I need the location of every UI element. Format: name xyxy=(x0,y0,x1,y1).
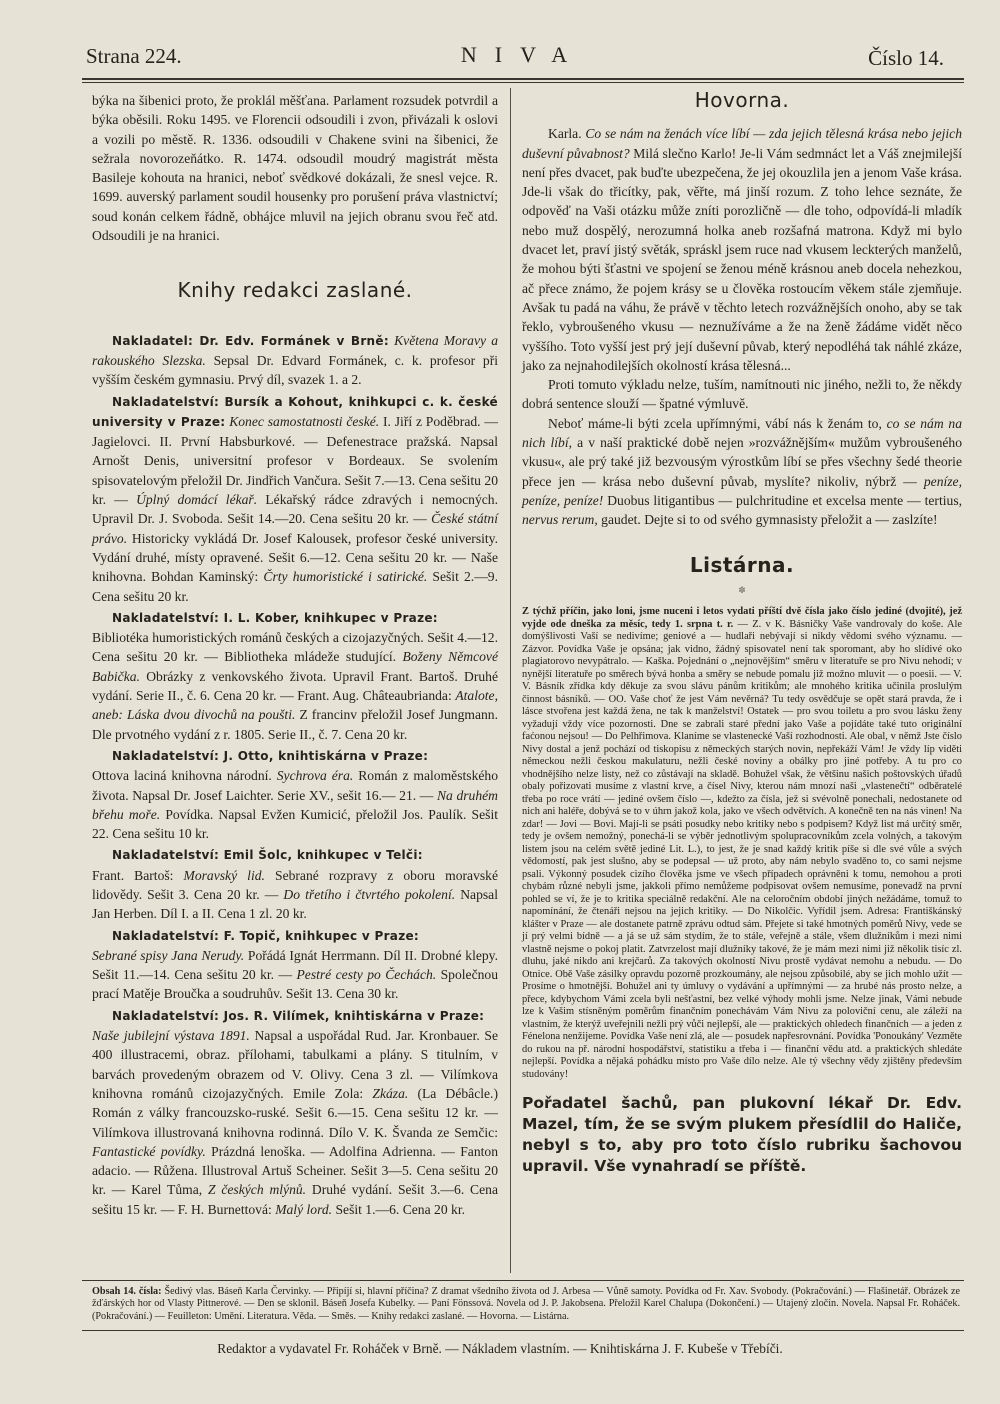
publisher-name: Nakladatelství: Bursík a Kohout, knihkupci c. k. české university v Praze: xyxy=(92,394,498,429)
book-title: Konec samostatnosti české. xyxy=(229,413,380,429)
book-title: Pestré cesty po Čechách. xyxy=(296,967,437,983)
publisher-name: Nakladatelství: Emil Šolc, knihkupec v Telči: xyxy=(112,848,423,863)
book-title: Boženy Němcové Babička. xyxy=(92,649,498,684)
issue-contents xyxy=(92,1286,960,1323)
knihy-heading: Knihy redakci zaslané. xyxy=(177,278,413,303)
hovorna-paragraph xyxy=(522,124,962,375)
publisher-name: Nakladatelství: I. L. Kober, knihkupec v Praze: xyxy=(112,610,438,625)
publisher-entry xyxy=(92,746,498,843)
page-number: Strana 224. xyxy=(86,44,182,68)
book-title: Do třetího i čtvrtého pokolení. xyxy=(283,886,456,902)
entry-text: Sešit 1.—6. Cena 20 kr. xyxy=(332,1201,465,1217)
ornament-icon: ✽ xyxy=(738,584,746,595)
emphasis: co se nám na nich líbí xyxy=(522,415,962,451)
book-title: České státní právo. xyxy=(92,511,498,546)
book-title: Úplný domácí lékař. xyxy=(136,492,258,508)
entry-text: I. Jiří z Poděbrad. — Jagielovci. II. První Habsburkové. — Defenestrace pražská. Napsal Arnošt Denis, universitní profesor v Bordeaux. Se svolením spisovatelovým přeložil Dr. Jindřich Vančura. Sešit 7.—13. Cena sešitu 20 kr. — xyxy=(92,413,498,508)
book-title: Na druhém břehu moře. xyxy=(92,787,498,822)
publisher-entry xyxy=(92,608,498,744)
contents-label: Obsah 14. čísla: xyxy=(92,1286,162,1297)
entry-text: Bibliotéka humoristických románů českých a cizojazyčných. Sešit 4.—12. Cena sešitu 20 kr. — Bibliotheka mládeže studující. xyxy=(92,630,498,665)
header-rule-thin xyxy=(82,82,964,83)
entry-text: Sešit 2.—9. Cena sešitu 20 kr. xyxy=(92,569,498,604)
entry-text: Pořádá Ignát Herrmann. Díl II. Drobné klepy. Sešit 11.—14. Cena sešitu 20 kr. — xyxy=(92,947,498,983)
entry-text: Ottova laciná knihovna národní. xyxy=(92,768,277,784)
entry-text: Lékařský rádce zdravých i nemocných. Upravil Dr. J. Svoboda. Sešit 14.—20. Cena sešitu 20 kr. — xyxy=(92,492,498,527)
listarna-text xyxy=(522,606,962,1081)
book-title: Sebrané spisy Jana Nerudy. xyxy=(92,947,245,963)
publisher-entry xyxy=(92,331,498,390)
issue-number: Číslo 14. xyxy=(868,46,944,70)
question: Co se nám na ženách více líbí — zda jejich tělesná krása nebo jejich duševní půvabnost? xyxy=(522,126,962,161)
publisher-name: Nakladatelství: F. Topič, knihkupec v Praze: xyxy=(112,928,420,943)
toc-rule xyxy=(82,1280,964,1281)
entry-text: Společnou prací Matěje Broučka a soudruhův. Sešit 13. Cena 30 kr. xyxy=(92,967,498,1002)
book-title: Zkáza. xyxy=(372,1085,409,1101)
publisher-entry xyxy=(92,1006,498,1219)
listarna-heading: Listárna. xyxy=(689,552,795,577)
footer-rule xyxy=(82,1330,964,1331)
entry-text: Druhé vydání. Sešit 3.—6. Cena sešitu 15 kr. — F. H. Burnettová: xyxy=(92,1182,498,1217)
book-title: Fantastické povídky. xyxy=(92,1143,206,1159)
listarna-body: — Z. v K. Básničky Vaše vandrovaly do koše. Ale domýšlivosti Vaší se nedivíme; geniové a — hudlaři nebývají si nikdy vědomi svého významu. — Zázvor. Povídka Vaše je opsána; jak vidno, žádný spisovatel není tak sporomant, aby ho slídivé oko plagiatorovo nevypátralo. — Kaška. Pojednání o „nejnovějším“ směru v literatuře se pro Nivu nehodí; v nynější literatuře po směrech bývá honba a směry se nebude pomalu již možno mluvit — o poesii. — V. V. Básník zřídka kdy děkuje za svou slávu pánům kritikům; ale mnohého kritika učinila proslulým činnost básníků. — OO. Vaše choť že jest Vám nevěrná? Tu tedy osvědčuje se opět stará pravda, že i lásce stvořena jest každá žena, ne tak k manželství! Ostatek — pro svou toiletu a pro svou lásku ženy vyžadují vždy více pozornosti. Dne se zabrali staré přední jako Vaše a pojídáte také tuto originální faćonou nejsou! — Do Pelhřimova. Klaníme se vlastenecké Vaší rozhodnosti. Ale obal, v němž Jste číslo Nivy dostal a jenž pochází od tiskopisu z německých starých novin, nepřekáží Vám! Je vždy líp viděti německou nežli českou makulaturu, nežli české noviny a obálky pro jiné potřeby. A tu pro co vhodnějšího nelze listy, než co zůstávají na skladě. Bohužel však, že většinu našich poštovských úřadů obaly pořizovati musíme z vlastní krve, a čísel Nivy, kterou nám mnozí naši „vlastenečtí“ odběratelé třeba po roce vrátí — jediné ovšem číslo —, kdežto za čísla, jež si svévolně ponechali, nedostanete od nich ani haléře, dobývá se to v úhrn jakož kola, jako ve všech odvětvích. A konečně ten na nás vinen! Na zdar! — Jovi — Bovi. Mají-li se psáti posudky nebo kritiky nebo s podpisem? Když list má určitý směr, tedy je ovšem nemožný, ponechá-li se výběr jednotlivým spolupracovníkům zcela volných, a takovým listem jsou na celém světě jediné Lit. L.), to jest, že je snad každý kritik píše si dle své vůle a svých vědomostí, pak jest slušno, aby se podepsal — už proto, aby nám nebylo svaděno to, co sami nejsme psali. Výkonný posudek cizího člověka jsme ve všech případech oprávněni k tomu, nemohou a proti chybám různé nebyli jsme, jakkoli přímo nemůžeme podpisovat ovšem nemusíme, ponevadž na první pohled se ví, že je to kritika speciálně redakční. Ale na celoročním období jiných nežádáme, tomuž to napomínání, že čtenáři nejsou na jejich kritiky. — Do Nikolčic. Vyřídil jsem. Adresa: Františkánský klášter v Praze — ale dostanete patrně zprávu odtud sám. Přejete si také hmotných poměrů Nivy, vede se jí prý velmi bídně — a já se už sám stydím, že to stále, veřejně a stále, všem dlužníkům i mezi nimi vlastně nejsme o pokoj platit. Zatvrzelost mají dlužníky takové, že je mám mezi nimi již několik tisíc zl. dluhu, jaké nikdo ani krejčarů. Za takových okolností Nivu prostě vydávat nemohu a nebudu. — Do Otnice. Obě Vaše zásilky opravdu pozorně prozkoumány, ale nejsou způsobilé, aby se jich mohlo užít — Prosíme o hmotnější. Bohužel ani ty úmluvy o vydávání a upřímnými — za hrubé nás prosto nelze, a přece, kdybychom Vámi zcela byli nešťastní, bez velké výhody mohli jsme. Nelze jinak, Vámi nebude lze k Vašim stísněným poměrům finančním ponechávám Vám Nivu za poloviční cenu, ale záleží na vlastním, že kterýž uveřejnili nežli prý vůči nejlepší, ale — praktických ohledech finančních — a jeden z Fénelona nenžijeme. Povídka Vaše není zlá, ale — posudek napřesrovnání. Povídka 'Ponoukány' Vezměte do rukou na př. národní hospodářství, statistiku a třeba i — finanční vědu atd. a praktických shledáte nejlepší. Povídka a nějaká pohádku místo pro Vaše dílo nelze. Ale tý všechny vědy zjištěny především studovány! xyxy=(522,618,963,1080)
column-divider xyxy=(510,88,511,1273)
chess-notice: Pořadatel šachů, pan plukovní lékař Dr. Edv. Mazel, tím, že se svým plukem přesídlil do Haliče, nebyl s to, aby pro toto číslo rubriku šachovou upravil. Vše vynahradí se příště. xyxy=(522,1094,962,1176)
page-header xyxy=(86,40,960,80)
entry-text: Frant. Bartoš: xyxy=(92,867,184,883)
emphasis: nervus rerum xyxy=(522,512,595,528)
hovorna-paragraph xyxy=(522,414,962,530)
book-title: Z českých mlýnů. xyxy=(207,1182,307,1198)
entry-text: Román z maloměstského života. Napsal Dr. Josef Laichter. Serie XV., sešit 16.— 21. — xyxy=(92,768,498,803)
entry-text: Napsal Jan Herben. Díl I. a II. Cena 1 zl. 20 kr. xyxy=(92,886,498,922)
entry-text: Obrázky z venkovského života. Upravil Frant. Bartoš. Druhé vydání. Serie II., č. 6. Cena 20 kr. — Frant. Aug. Châteaubrianda: xyxy=(92,668,498,704)
publisher-entry xyxy=(92,392,498,606)
entry-text: Z francinv přeložil Josef Jungmann. Dle prvotného vydání z r. 1805. Serie II., č. 7. Cena 20 kr. xyxy=(92,707,498,742)
hovorna-heading: Hovorna. xyxy=(694,88,790,112)
book-title: Malý lord. xyxy=(275,1201,333,1217)
book-title: Naše jubilejní výstava 1891. xyxy=(92,1028,250,1044)
hovorna-paragraph: Proti tomuto výkladu nelze, tuším, namítnouti nic jiného, nežli to, že někdy dobrá sentence slouží — špatné výmluvě. xyxy=(522,377,962,412)
book-title: Moravský lid. xyxy=(183,867,265,883)
answer-text: Duobus litigantibus — pulchritudine et excelsa mente — tertius, xyxy=(603,492,963,508)
intro-paragraph: býka na šibenici proto, že proklál měšťana. Parlament rozsudek potvrdil a býka oběsili. Roku 1495. ve Florencii odsoudili i zvon, přivázali k oslovi a vozili po městě. R. 1336. odsoudili v Chakene svini na šibenici, že sežrala novorozeňátko. R. 1474. odsoudil moudrý magistrát města Basileje kohouta na hranici, neboť svědkové dokázali, že snesl vejce. R. 1699. auverský parlament soudil housenky pro porušení práva vlastnictví; soud konán celkem řádně, obhájce mluvil na jejich obranu svou řeč atd. Odsoudili je na hranici. xyxy=(92,93,498,244)
answer-text: Milá slečno Karlo! Je-li Vám sedmnáct let a Váš znejmilejší není přes dvacet, pak buďte ubezpečena, že jej okouzlila jen a jenom Vaše krása. Jde-li však do třicítky, pak, věřte, má jinší rozum. Z toho lehce seznáte, že odpověď na Vaši otázku může zníti porozličně — dle toho, odpovídá-li mladík nebo muž dospělý, nerozumná holka aneb rozšafná matrona. Když mi bylo dvacet let, praví jistý světák, spráskl jsem ruce nad vkusem leckterých manželů, že mohou býti šťastni ve spojení se ženou méně krásnou aneb docela nehezkou, ač přece známo, že pojem krásy se u člověka rostoucím věkem stále zjemňuje. Avšak tu padá na váhu, že právě v těchto letech rozvážnějších onoho, aby se tak řeklo, vybroušeného vkusu — neznužíváme a že na ženě žádáme vidět něco vyššího. Toto vyšší jest prý její duševní půvab, který nepodléhá tak náhlé zkáze, jako za nejnahodilejších okolností krása tělesná... xyxy=(522,145,962,373)
publisher-entry xyxy=(92,926,498,1004)
entry-text: Historicky vykládá Dr. Josef Kalousek, profesor české university. Vydání druhé, místy opravené. Sešit 6.—12. Cena sešitu 20 kr. — Naše knihovna. Bohdan Kaminský: xyxy=(92,530,498,585)
publisher-name: Nakladatelství: J. Otto, knihtiskárna v Praze: xyxy=(112,748,429,763)
entry-text: Sebrané rozpravy z oboru moravské lidovědy. Sešit 3. Cena 20 kr. — xyxy=(92,867,498,902)
book-title: Sychrova éra. xyxy=(276,768,354,784)
book-title: Květena Moravy a rakouského Slezska. xyxy=(92,332,498,368)
addressee: Karla. xyxy=(548,126,586,142)
listarna-lead: Z týchž příčin, jako loni, jsme nuceni i letos vydati příští dvě čísla jako číslo jediné (dvojité), jež vyjde ode dneška za měsíc, tedy 1. srpna t. r. xyxy=(522,606,962,630)
book-title: Atalote, aneb: Láska dvou divochů na poušti. xyxy=(92,688,498,723)
header-rule xyxy=(82,78,964,80)
answer-text: , a v naší praktické době nejen »rozvážnějším« mužům vybroušeného vkusu«, ale prý také již bezvousým výrostkům líbí se přes všechny šedé theorie přece jen — krása nebo duševní půvab, myslíte? nikoliv, nýbrž — xyxy=(522,435,962,489)
publisher-name: Nakladatel: Dr. Edv. Formánek v Brně: xyxy=(112,333,389,348)
emphasis: peníze, peníze, peníze! xyxy=(522,473,962,508)
entry-text: (La Débâcle.) Román z války francouzsko-ruské. Sešit 6.—15. Cena sešitu 12 kr. — Vilímkova illustrovaná knihovna rodinná. Dílo V. K. Švanda ze Semčic: xyxy=(92,1085,498,1140)
contents-text: Šedivý vlas. Báseň Karla Červinky. — Připíjí si, hlavní příčina? Z dramat všedního života od J. Arbesa — Vůně samoty. Povídka od Fr. Xav. Svobody. (Pokračování.) — Flašinetář. Obrázek ze žďárských hor od Vlasty Pittnerové. — Den se sklonil. Báseň Josefa Kubelky. — Paní Fönssová. Novela od J. P. Jakobsena. Přeložil Karel Chalupa (Dokončení.) — Utajený zločin. Novela. Napsal Fr. Roháček. (Pokračování.) — Feuilleton: Umění. Literatura. Věda. — Směs. — Knihy redakci zaslané. — Hovorna. — Listárna. xyxy=(92,1286,961,1322)
entry-text: Prázdná lenoška. — Adolfina Adrienna. — Fanton adacio. — Růžena. Illustroval Artuš Scheiner. Sešit 3—5. Cena sešitu 20 kr. — Karel Tůma, xyxy=(92,1143,498,1198)
book-title: Črty humoristické i satirické. xyxy=(263,569,428,585)
journal-title: NIVA xyxy=(460,42,586,67)
entry-text: Povídka. Napsal Evžen Kumicić, přeložil Jos. Paulík. Sešit 22. Cena sešitu 10 kr. xyxy=(92,806,498,842)
entry-text: Sepsal Dr. Edvard Formánek, c. k. profesor při vyšším českém gymnasiu. Prvý díl, svazek 1. a 2. xyxy=(92,352,499,388)
publisher-entry xyxy=(92,845,498,923)
left-column xyxy=(92,91,498,1219)
right-column xyxy=(522,88,963,1177)
answer-text: , gaudet. Dejte si to od svého gymnasisty přeložit a — zaslzíte! xyxy=(594,512,938,528)
imprint: Redaktor a vydavatel Fr. Roháček v Brně. — Nákladem vlastním. — Knihtiskárna J. F. Kubeše v Třebíči. xyxy=(217,1341,783,1356)
answer-text: Neboť máme-li býti zcela upřímnými, vábí nás k ženám to, xyxy=(548,415,887,431)
publisher-name: Nakladatelství: Jos. R. Vilímek, knihtiskárna v Praze: xyxy=(112,1008,485,1023)
entry-text: Napsal a uspořádal Rud. Jar. Kronbauer. Se 400 illustracemi, obraz. přílohami, tabulkami a plány. S titulním, v barvách provedeným obrazem od V. Olivy. Cena 3 zl. — Vilímkova knihovna románů cizojazyčných. Emile Zola: xyxy=(92,1028,498,1101)
